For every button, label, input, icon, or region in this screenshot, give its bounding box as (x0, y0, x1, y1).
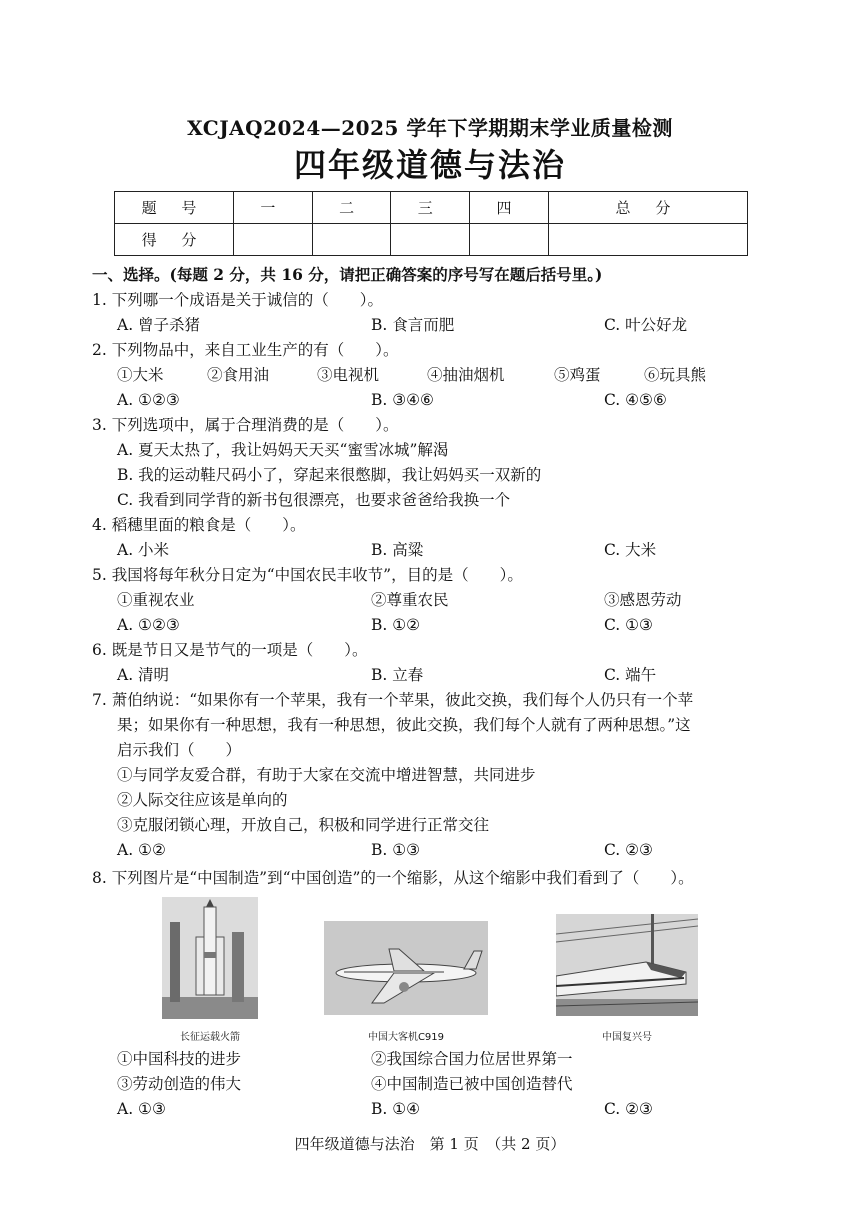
option-a: A. 夏天太热了，我让妈妈天天买“蜜雪冰城”解渴 (117, 441, 449, 459)
item: ⑤鸡蛋 (554, 366, 601, 384)
question-stem: 2. 下列物品中，来自工业生产的有（ ）。 (92, 341, 399, 359)
score-header-cell: 一 (234, 192, 313, 224)
section-heading (92, 263, 602, 287)
score-table (114, 191, 748, 256)
item: ③克服闭锁心理，开放自己，积极和同学进行正常交往 (117, 816, 490, 834)
item: ③感恩劳动 (604, 591, 682, 609)
rocket-image (162, 897, 258, 1019)
option-a: A. 清明 (117, 666, 170, 684)
option-a: A. 曾子杀猪 (117, 316, 201, 334)
option-b: B. ①② (371, 616, 421, 634)
option-b: B. 食言而肥 (371, 316, 455, 334)
question-stem: 6. 既是节日又是节气的一项是（ ）。 (92, 641, 368, 659)
score-cell (312, 224, 391, 256)
option-c: C. ②③ (604, 841, 653, 859)
subject-title: 四年级道德与法治 (293, 146, 566, 184)
option-a: A. ①③ (117, 1100, 166, 1118)
score-header-cell: 总 分 (548, 192, 747, 224)
image-caption: 中国复兴号 (602, 1032, 652, 1043)
item: ①大米 (117, 366, 164, 384)
question-stem: 3. 下列选项中，属于合理消费的是（ ）。 (92, 416, 399, 434)
option-b: B. 立春 (371, 666, 424, 684)
score-header-cell: 题 号 (115, 192, 234, 224)
option-c: C. ④⑤⑥ (604, 391, 667, 409)
item: ②食用油 (207, 366, 270, 384)
option-c: C. 端午 (604, 666, 657, 684)
option-row (117, 613, 653, 637)
option-c: C. ②③ (604, 1100, 653, 1118)
option-b: B. 高粱 (371, 541, 424, 559)
option-b: B. ①④ (371, 1100, 421, 1118)
item: ①中国科技的进步 (117, 1050, 242, 1068)
option-b: B. ③④⑥ (371, 391, 434, 409)
option-b: B. 我的运动鞋尺码小了，穿起来很憋脚，我让妈妈买一双新的 (117, 466, 542, 484)
item-row (117, 1047, 573, 1071)
item: ④中国制造已被中国创造替代 (371, 1075, 573, 1093)
option-row (117, 388, 667, 412)
item-row (117, 588, 682, 612)
page-footer: 四年级道德与法治 第 1 页 （共 2 页） (294, 1135, 566, 1153)
item: ⑥玩具熊 (644, 366, 707, 384)
score-table-header-row (115, 192, 748, 224)
item: ④抽油烟机 (427, 366, 505, 384)
item: ②我国综合国力位居世界第一 (371, 1050, 573, 1068)
score-cell (470, 224, 549, 256)
item-row (117, 1072, 573, 1096)
option-a: A. ①②③ (117, 616, 180, 634)
item: ③劳动创造的伟大 (117, 1075, 242, 1093)
question-stem: 4. 稻穗里面的粮食是（ ）。 (92, 516, 306, 534)
image-caption: 中国大客机C919 (367, 1032, 445, 1043)
option-row (117, 663, 657, 687)
option-row (117, 313, 688, 337)
score-cell (234, 224, 313, 256)
section-instruction: (每题 2 分，共 16 分，请把正确答案的序号写在题后括号里。) (169, 265, 603, 284)
question-stem: 5. 我国将每年秋分日定为“中国农民丰收节”，目的是（ ）。 (92, 566, 523, 584)
option-a: A. 小米 (117, 541, 170, 559)
item: ②尊重农民 (371, 591, 449, 609)
section-label: 一、选择。 (92, 265, 170, 284)
train-image (556, 914, 698, 1016)
item: ③电视机 (317, 366, 380, 384)
option-a: A. ①② (117, 841, 166, 859)
score-cell (548, 224, 747, 256)
option-row (117, 1097, 653, 1121)
airplane-image (324, 921, 488, 1015)
item: ②人际交往应该是单向的 (117, 791, 288, 809)
option-c: C. 叶公好龙 (604, 316, 688, 334)
option-c: C. ①③ (604, 616, 653, 634)
question-stem-line: 启示我们（ ） (117, 741, 242, 759)
option-c: C. 大米 (604, 541, 657, 559)
option-b: B. ①③ (371, 841, 421, 859)
option-a: A. ①②③ (117, 391, 180, 409)
item: ①重视农业 (117, 591, 195, 609)
question-stem-line: 果；如果你有一种思想，我有一种思想，彼此交换，我们每个人就有了两种思想。”这 (117, 716, 691, 734)
option-row (117, 538, 657, 562)
score-row-label: 得 分 (115, 224, 234, 256)
exam-title: XCJAQ2024—2025 学年下学期期末学业质量检测 (187, 116, 673, 140)
item: ①与同学友爱合群，有助于大家在交流中增进智慧，共同进步 (117, 766, 536, 784)
score-cell (391, 224, 470, 256)
question-stem: 8. 下列图片是“中国制造”到“中国创造”的一个缩影，从这个缩影中我们看到了（ ）。 (92, 869, 694, 887)
question-stem-line: 7. 萧伯纳说：“如果你有一个苹果，我有一个苹果，彼此交换，我们每个人仍只有一个苹 (92, 691, 694, 709)
option-c: C. 我看到同学背的新书包很漂亮，也要求爸爸给我换一个 (117, 491, 511, 509)
score-header-cell: 二 (312, 192, 391, 224)
question-stem: 1. 下列哪一个成语是关于诚信的（ ）。 (92, 291, 383, 309)
score-header-cell: 四 (470, 192, 549, 224)
score-header-cell: 三 (391, 192, 470, 224)
option-row (117, 838, 653, 862)
image-caption: 长征运载火箭 (180, 1032, 240, 1043)
score-table-score-row (115, 224, 748, 256)
